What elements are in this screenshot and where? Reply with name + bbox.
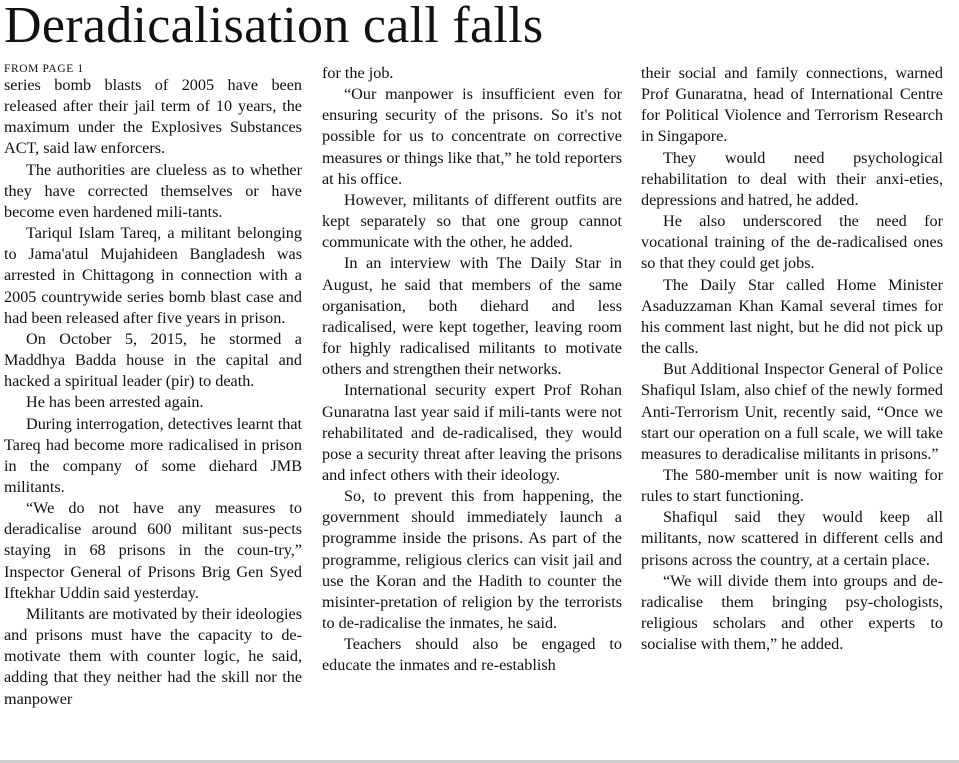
- paragraph: The authorities are clueless as to whether they have corrected themselves or have become even hardened mili-tants.: [4, 160, 302, 221]
- article-column-1: [4, 63, 302, 710]
- paragraph: series bomb blasts of 2005 have been released after their jail term of 10 years, the maximum under the Explosives Substances ACT, said law enforcers.: [4, 76, 302, 158]
- paragraph: “Our manpower is insufficient even for ensuring security of the prisons. So it's not possible for us to concentrate on corrective measures or things like that,” he told reporters at his office.: [322, 85, 622, 188]
- paragraph: He has been arrested again.: [26, 393, 204, 412]
- paragraph: for the job.: [322, 64, 394, 82]
- paragraph: During interrogation, detectives learnt that Tareq had become more radicalised in prison in the company of some diehard JMB militants.: [4, 414, 302, 496]
- paragraph: their social and family connections, warned Prof Gunaratna, head of International Centre for Political Violence and Terrorism Research in Singapore.: [641, 64, 943, 146]
- article-column-3: [641, 63, 943, 655]
- paragraph: However, militants of different outfits are kept separately so that one group cannot communicate with the other, he added.: [322, 190, 622, 252]
- paragraph: Teachers should also be engaged to educate the inmates and re-establish: [322, 635, 622, 675]
- paragraph: They would need psychological rehabilitation to deal with their anxi-eties, depressions and hatred, he added.: [641, 148, 943, 209]
- paragraph: In an interview with The Daily Star in August, he said that members of the same organisation, both diehard and less radicalised, were kept together, leaving room for highly radicalised militants to motivate others and strengthen their networks.: [322, 254, 622, 379]
- paragraph: Shafiqul said they would keep all militants, now scattered in different cells and prisons across the country, at a certain place.: [641, 508, 943, 569]
- article-column-2: [322, 63, 622, 677]
- paragraph: So, to prevent this from happening, the government should immediately launch a programme inside the prisons. As part of the programme, religious clerics can visit jail and use the Koran and the Hadith to counter the misinter-pretation of religion by the terrorists to de-radicalise the inmates, he said.: [322, 487, 622, 633]
- paragraph: Tariqul Islam Tareq, a militant belonging to Jama'atul Mujahideen Bangladesh was arrested in Chittagong in connection with a 2005 countrywide series bomb blast case and had been released after five years in prison.: [4, 224, 302, 327]
- paragraph: But Additional Inspector General of Police Shafiqul Islam, also chief of the newly formed Anti-Terrorism Unit, recently said, “Once we start our operation on a full scale, we will take measures to deradicalise militants in prisons.”: [641, 360, 943, 463]
- paragraph: International security expert Prof Rohan Gunaratna last year said if mili-tants were not rehabilitated and de-radicalised, they would pose a security threat after leaving the prisons and infect others with their ideology.: [322, 381, 622, 484]
- paragraph: “We will divide them into groups and de-radicalise them bringing psy-chologists, religious scholars and other experts to socialise with them,” he added.: [641, 571, 943, 654]
- article-headline: Deradicalisation call falls: [4, 0, 544, 54]
- paragraph: “We do not have any measures to deradicalise around 600 militant sus-pects staying in 68 prisons in the coun-try,” Inspector General of Prisons Brig Gen Syed Iftekhar Uddin said yesterday.: [4, 499, 302, 602]
- continuation-dateline: FROM PAGE 1: [4, 63, 84, 75]
- paragraph: He also underscored the need for vocational training of the de-radicalised ones so that they could get jobs.: [641, 212, 943, 273]
- paragraph: On October 5, 2015, he stormed a Maddhya Badda house in the capital and hacked a spiritual leader (pir) to death.: [4, 329, 302, 391]
- paragraph: The 580-member unit is now waiting for rules to start functioning.: [641, 465, 943, 506]
- paragraph: Militants are motivated by their ideologies and prisons must have the capacity to de-motivate them with counter logic, he said, adding that they neither had the skill nor the manpower: [4, 604, 302, 708]
- paragraph: The Daily Star called Home Minister Asaduzzaman Khan Kamal several times for his comment last night, but he did not pick up the calls.: [641, 275, 943, 358]
